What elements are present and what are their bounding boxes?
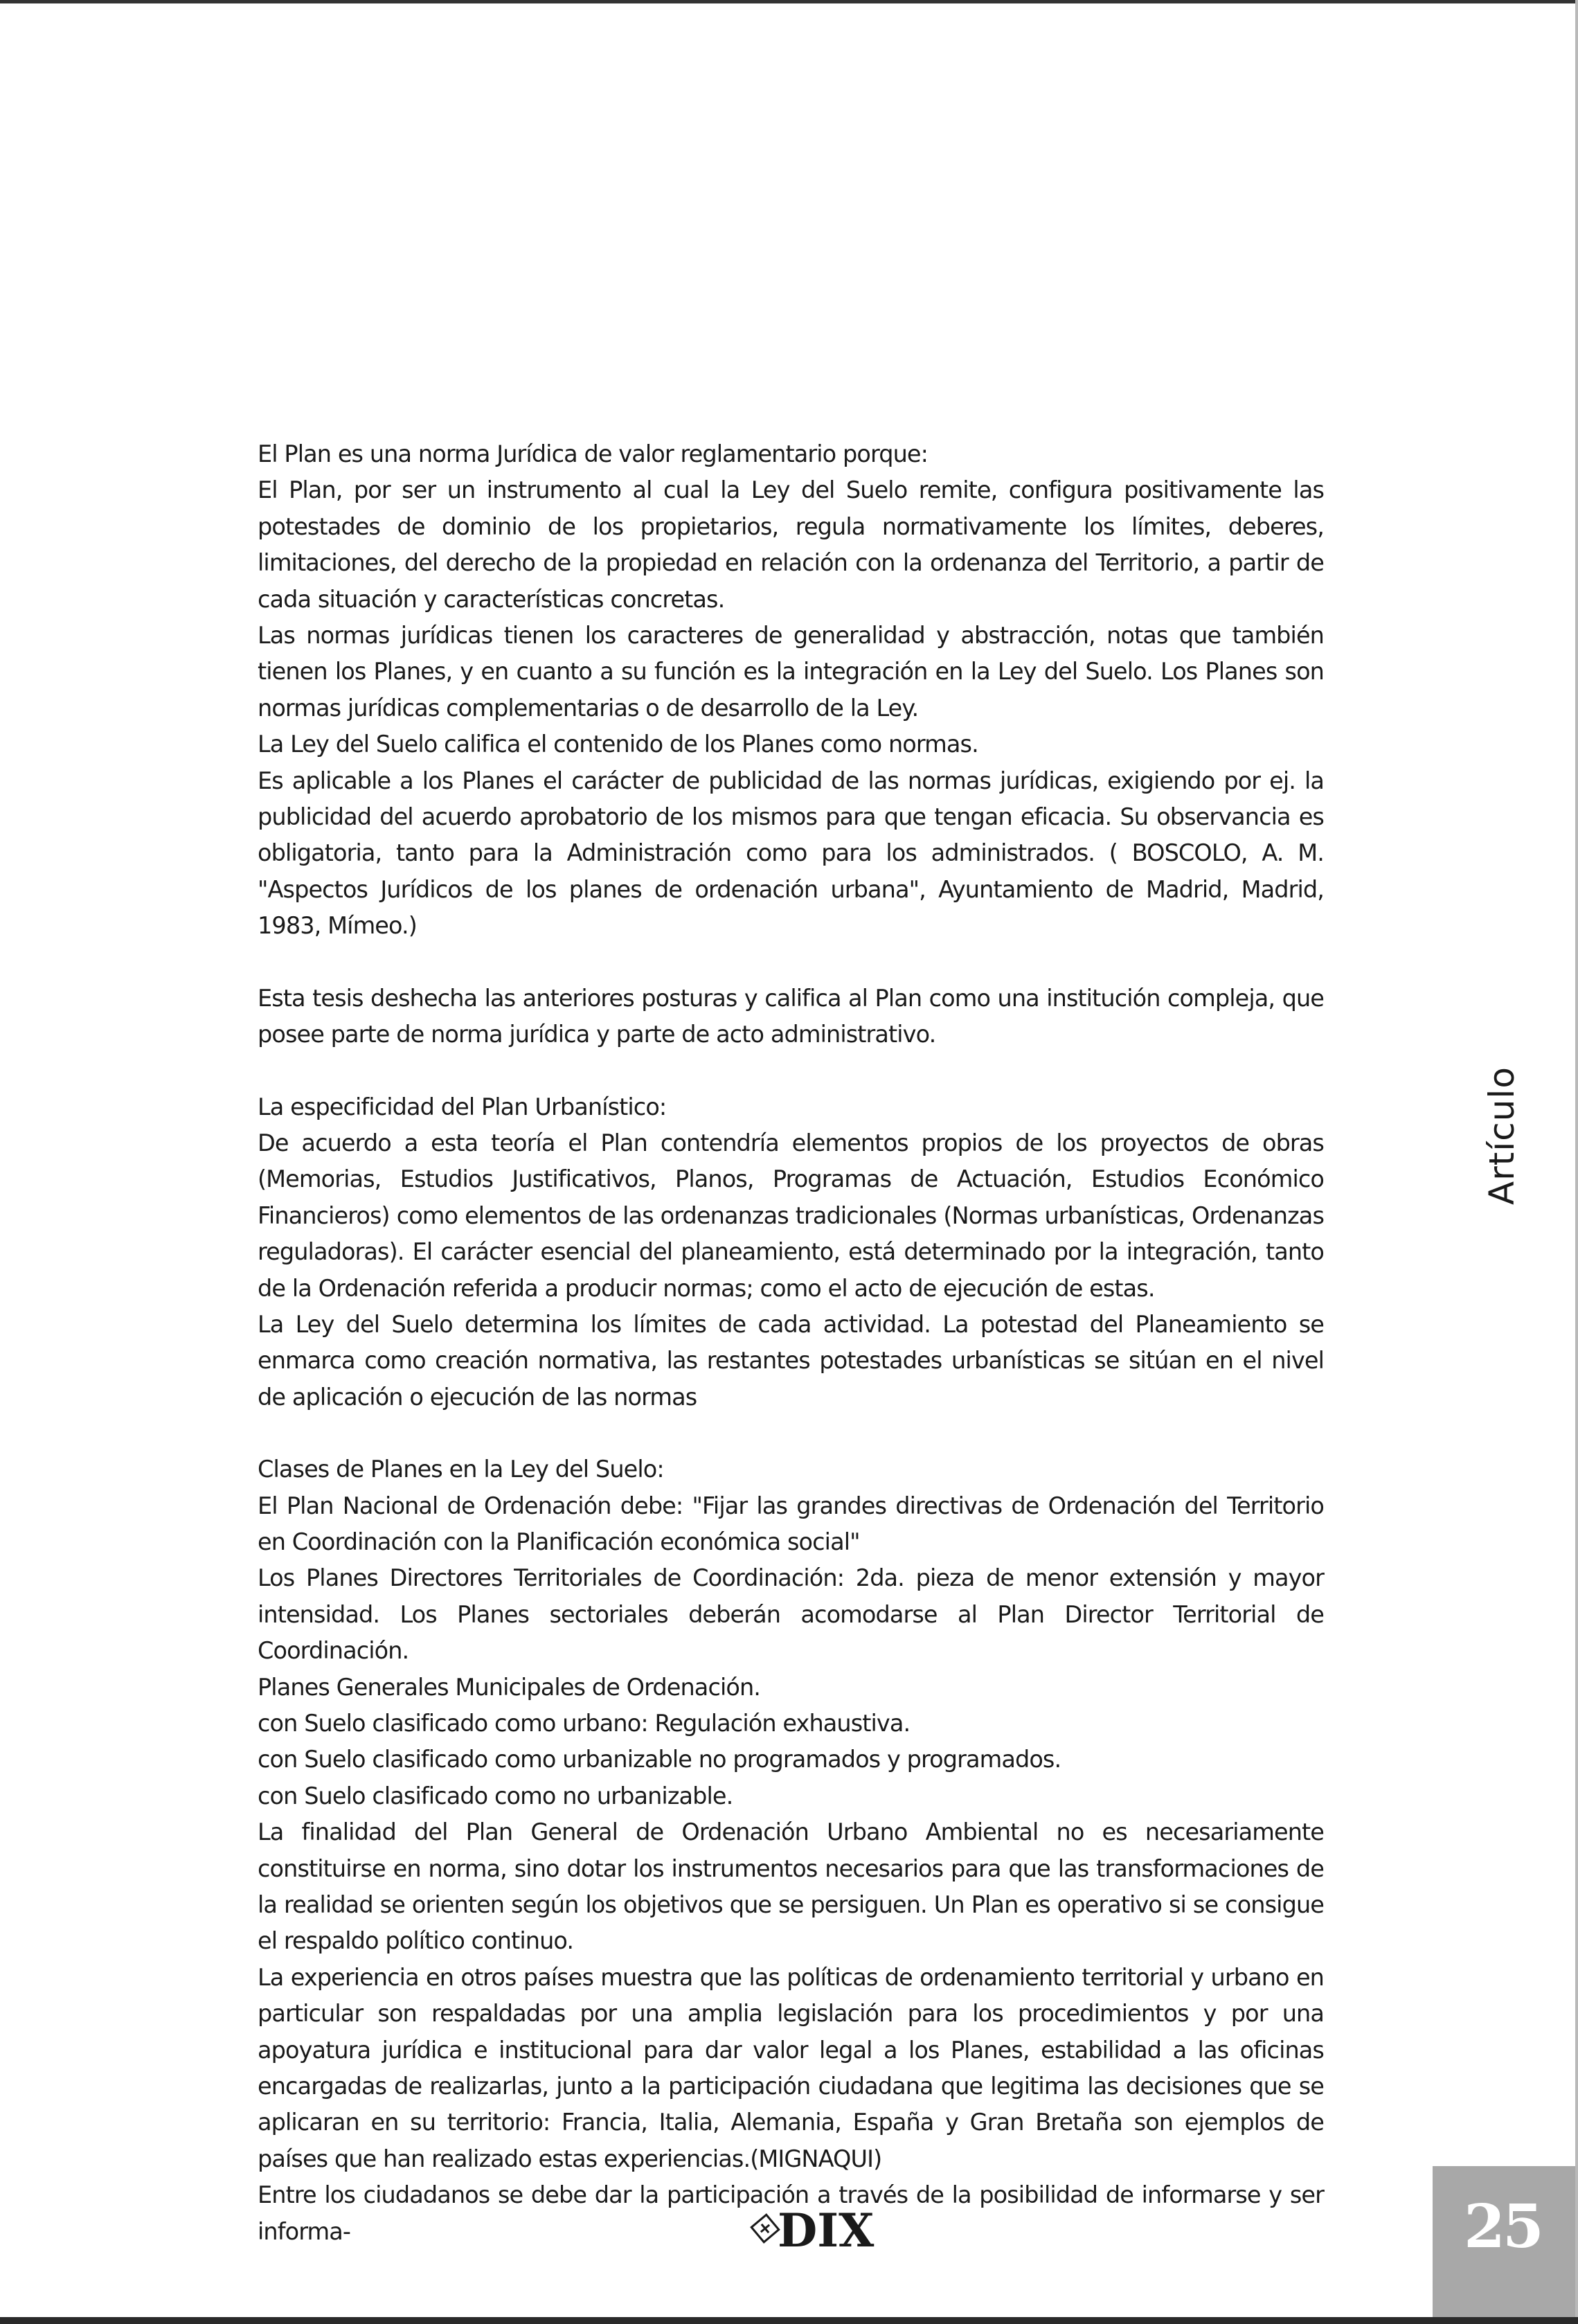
paragraph: El Plan es una norma Jurídica de valor reglamentario porque:: [258, 440, 929, 467]
paragraph: Clases de Planes en la Ley del Suelo:: [258, 1456, 664, 1483]
article-body: [258, 436, 1324, 2250]
paragraph-gap: [258, 1415, 1324, 1451]
paragraph: con Suelo clasificado como urbanizable no programados y programados.: [258, 1746, 1061, 1773]
paragraph: El Plan Nacional de Ordenación debe: "Fijar las grandes directivas de Ordenación del Territorio en Coordinación con la Planificación económica social": [258, 1492, 1324, 1555]
paragraph: Entre los ciudadanos se debe dar la participación a través de la posibilidad de informarse y ser informa-: [258, 2181, 1324, 2245]
page-right-edge: [1575, 0, 1578, 2324]
paragraph: El Plan, por ser un instrumento al cual la Ley del Suelo remite, configura positivamente las potestades de dominio de los propietarios, regula normativamente los límites, deberes, limitaciones, del derecho de la propiedad en relación con la ordenanza del Territorio, a partir de cada situación y características concretas.: [258, 476, 1324, 613]
paragraph: con Suelo clasificado como no urbanizable.: [258, 1782, 733, 1809]
page-number: 25: [1464, 2192, 1541, 2262]
page-bottom-edge: [0, 2317, 1578, 2324]
paragraph: De acuerdo a esta teoría el Plan contendría elementos propios de los proyectos de obras (Memorias, Estudios Justificativos, Planos, Programas de Actuación, Estudios Económico Financieros) como elementos de las ordenanzas tradicionales (Normas urbanísticas, Ordenanzas reguladoras). El carácter esencial del planeamiento, está determinado por la integración, tanto de la Ordenación referida a producir normas; como el acto de ejecución de estas.: [258, 1129, 1324, 1302]
paragraph: Esta tesis deshecha las anteriores posturas y califica al Plan como una institución compleja, que posee parte de norma jurídica y parte de acto administrativo.: [258, 984, 1324, 1048]
paragraph: Las normas jurídicas tienen los caracteres de generalidad y abstracción, notas que también tienen los Planes, y en cuanto a su función es la integración en la Ley del Suelo. Los Planes son normas jurídicas complementarias o de desarrollo de la Ley.: [258, 622, 1324, 722]
paragraph: La Ley del Suelo califica el contenido de los Planes como normas.: [258, 731, 978, 758]
page-top-edge: [0, 0, 1578, 3]
paragraph-gap: [258, 1053, 1324, 1089]
section-label: Artículo: [1482, 1066, 1522, 1205]
paragraph-gap: [258, 945, 1324, 981]
paragraph: Planes Generales Municipales de Ordenación.: [258, 1673, 761, 1701]
paragraph: La experiencia en otros países muestra que las políticas de ordenamiento territorial y urbano en particular son respaldadas por una amplia legislación para los procedimientos y por una apoyatura jurídica e institucional para dar valor legal a los Planes, estabilidad a las oficinas encargadas de realizarlas, junto a la participación ciudadana que legitima las decisiones que se aplicaran en su territorio: Francia, Italia, Alemania, España y Gran Bretaña son ejemplos de países que han realizado estas experiencias.(MIGNAQUI): [258, 1963, 1324, 2172]
paragraph: Es aplicable a los Planes el carácter de publicidad de las normas jurídicas, exigiendo por ej. la publicidad del acuerdo aprobatorio de los mismos para que tengan eficacia. Su observancia es obligatoria, tanto para la Administración como para los administrados. ( BOSCOLO, A. M. "Aspectos Jurídicos de los planes de ordenación urbana", Ayuntamiento de Madrid, Madrid, 1983, Mímeo.): [258, 767, 1324, 940]
svg-text:DIX: DIX: [778, 2204, 875, 2258]
dix-logo-icon: [751, 2202, 875, 2258]
paragraph: Los Planes Directores Territoriales de Coordinación: 2da. pieza de menor extensión y mayor intensidad. Los Planes sectoriales deberán acomodarse al Plan Director Territorial de Coordinación.: [258, 1564, 1324, 1665]
paragraph: La Ley del Suelo determina los límites de cada actividad. La potestad del Planeamiento se enmarca como creación normativa, las restantes potestades urbanísticas se sitúan en el nivel de aplicación o ejecución de las normas: [258, 1310, 1324, 1411]
paragraph: con Suelo clasificado como urbano: Regulación exhaustiva.: [258, 1710, 911, 1737]
paragraph: La especificidad del Plan Urbanístico:: [258, 1093, 667, 1120]
paragraph: La finalidad del Plan General de Ordenación Urbano Ambiental no es necesariamente constituirse en norma, sino dotar los instrumentos necesarios para que las transformaciones de la realidad se orienten según los objetivos que se persiguen. Un Plan es operativo si se consigue el respaldo político continuo.: [258, 1818, 1324, 1955]
